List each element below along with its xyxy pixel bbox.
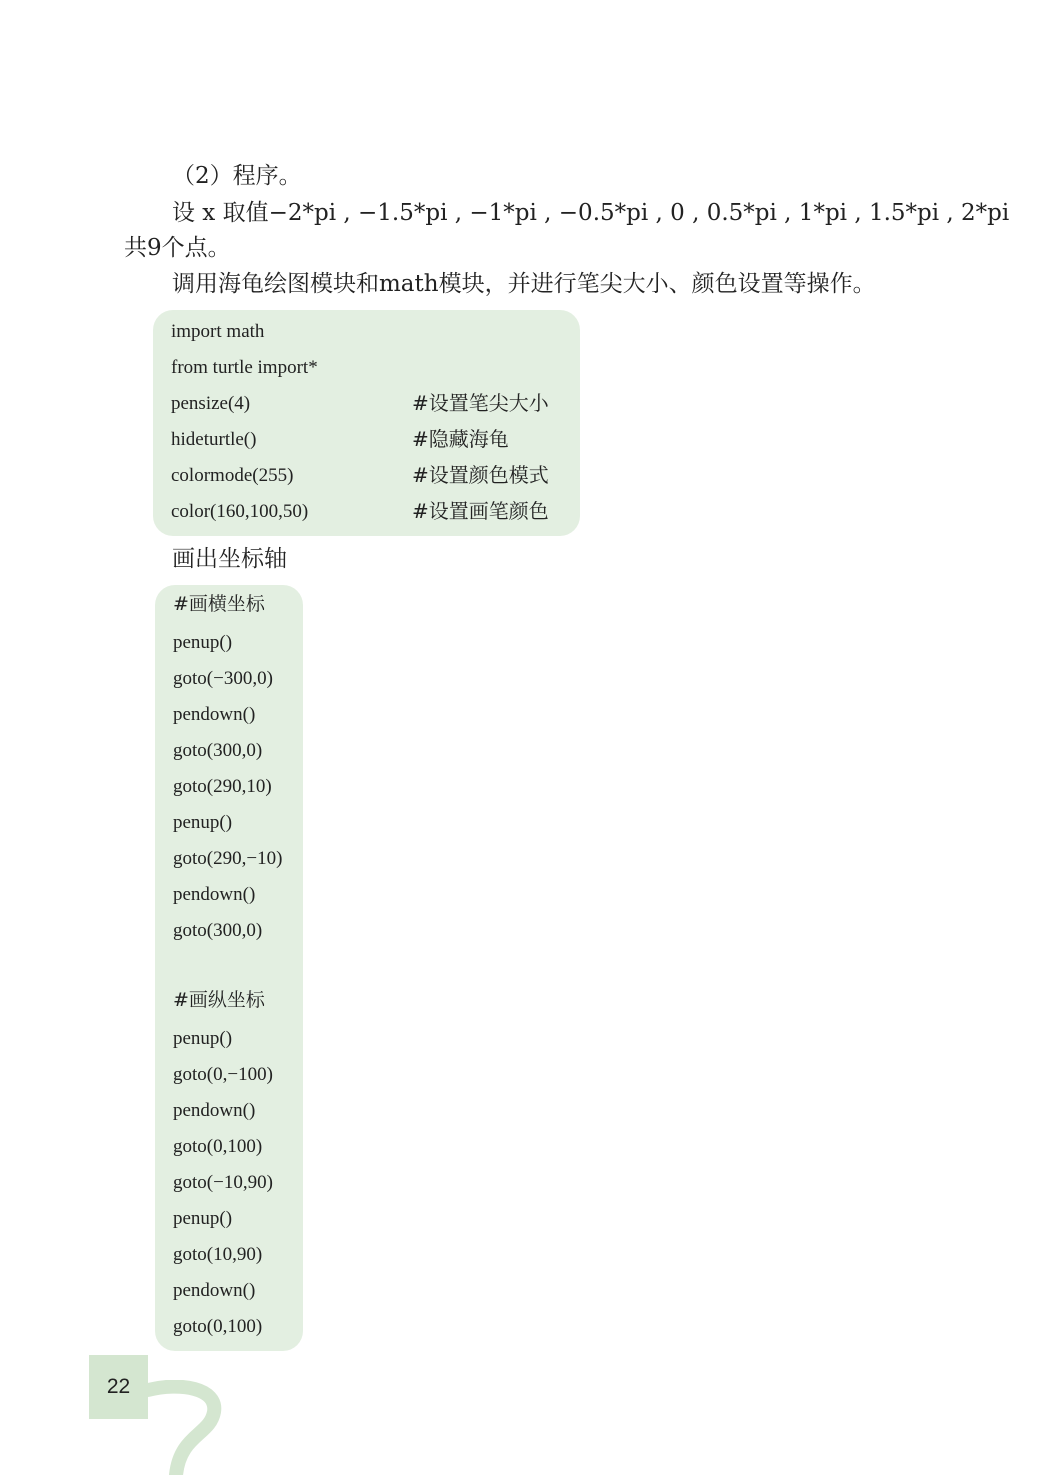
code-line: pendown() (173, 1100, 256, 1121)
step-heading: （2）程序。 (172, 163, 302, 189)
code-line: from turtle import* (171, 357, 318, 378)
code-comment: #设置笔尖大小 (412, 391, 549, 415)
code-line: goto(10,90) (173, 1244, 263, 1265)
code-line: #画纵坐标 (173, 989, 265, 1011)
code-line: goto(290,−10) (173, 848, 283, 869)
decorative-swirl-icon (140, 1380, 230, 1475)
x-values-line-1: 设 x 取值−2*pi , −1.5*pi , −1*pi , −0.5*pi , 0 , 0.5*pi , 1*pi , 1.5*pi , 2*pi (172, 200, 1010, 226)
code-line: penup() (173, 812, 233, 833)
code-line: goto(−10,90) (173, 1172, 273, 1193)
code-line: goto(0,−100) (173, 1064, 273, 1085)
code-line: pensize(4) (171, 393, 251, 414)
code-line: goto(0,100) (173, 1316, 263, 1337)
code-line: colormode(255) (171, 465, 294, 486)
page-number: 22 (89, 1355, 148, 1419)
code-line: penup() (173, 1208, 233, 1229)
code-line: hideturtle() (171, 429, 257, 450)
code-line: pendown() (173, 704, 256, 725)
x-values-line-2: 共9个点。 (124, 235, 231, 261)
code-line: color(160,100,50) (171, 501, 309, 522)
code-comment: #设置颜色模式 (412, 463, 549, 487)
code-line: goto(300,0) (173, 920, 263, 941)
code-comment: #设置画笔颜色 (412, 499, 549, 523)
section-label: 画出坐标轴 (172, 546, 287, 572)
code-line: goto(0,100) (173, 1136, 263, 1157)
code-line: import math (171, 321, 265, 342)
code-line: goto(290,10) (173, 776, 272, 797)
code-line: penup() (173, 1028, 233, 1049)
code-comment: #隐藏海龟 (412, 427, 509, 451)
code-line: goto(300,0) (173, 740, 263, 761)
code-line: pendown() (173, 1280, 256, 1301)
code-line: penup() (173, 632, 233, 653)
code-line: goto(−300,0) (173, 668, 273, 689)
code-line: #画横坐标 (173, 593, 265, 615)
setup-description: 调用海龟绘图模块和math模块，并进行笔尖大小、颜色设置等操作。 (172, 271, 876, 297)
axes-code-block (155, 585, 303, 1351)
setup-code-block (153, 310, 580, 536)
code-line: pendown() (173, 884, 256, 905)
